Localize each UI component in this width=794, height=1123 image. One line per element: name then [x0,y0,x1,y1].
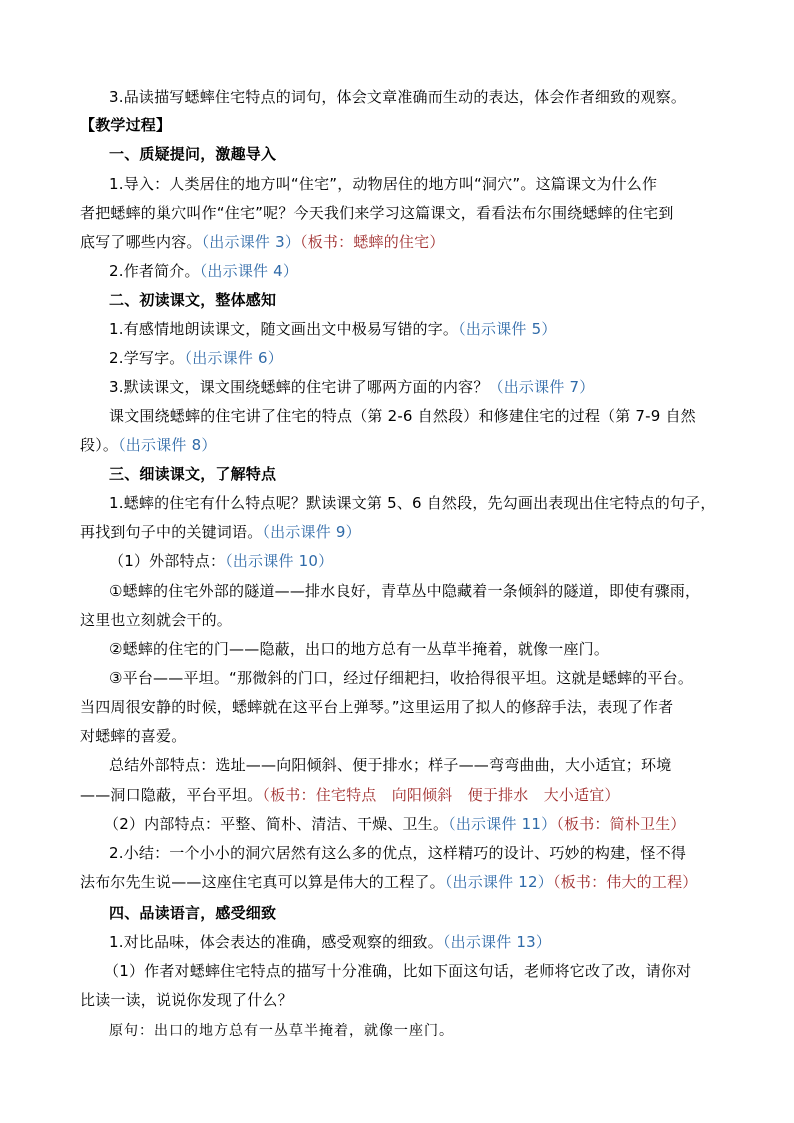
paragraph-line [80,231,445,253]
board-note: （板书：伟大的工程） [552,873,698,891]
paragraph-line: 这里也立刻就会干的。 [80,611,233,629]
paragraph-text: 2.学写字。 [109,349,185,367]
courseware-note: （出示课件 9） [262,523,361,541]
section-2-heading: 二、初读课文，整体感知 [109,291,277,309]
process-heading: 【教学过程】 [80,116,172,134]
paragraph-text: 底写了哪些内容。 [80,233,202,251]
courseware-note: （出示课件 4） [199,262,299,280]
paragraph-line: 者把蟋蟀的巢穴叫作“住宅”呢？今天我们来学习这篇课文，看看法布尔围绕蟋蟀的住宅到 [80,204,674,222]
paragraph-text: 2.作者简介。 [109,262,200,280]
paragraph-line [109,376,594,398]
paragraph-line [109,318,557,340]
paragraph-line: ②蟋蟀的住宅的门——隐蔽，出口的地方总有一丛草半掩着，就像一座门。 [109,640,610,658]
courseware-note: （出示课件 7） [488,378,595,396]
courseware-note: （出示课件 8） [118,436,217,454]
courseware-note: （出示课件 13） [442,933,552,951]
section-3-heading: 三、细读课文，了解特点 [109,465,277,483]
paragraph-text: ——洞口隐蔽，平台平坦。 [80,786,263,804]
paragraph-line: 1.导入：人类居住的地方叫“住宅”，动物居住的地方叫“洞穴”。这篇课文为什么作 [109,175,658,193]
paragraph-text: 法布尔先生说——这座住宅真可以算是伟大的工程了。 [80,873,445,891]
paragraph-line: （1）作者对蟋蟀住宅特点的描写十分准确，比如下面这句话，老师将它改了改，请你对 [104,962,692,980]
paragraph-line: ①蟋蟀的住宅外部的隧道——排水良好，青草丛中隐藏着一条倾斜的隧道，即使有骤雨， [109,582,701,600]
paragraph-line: 课文围绕蟋蟀的住宅讲了住宅的特点（第 2-6 自然段）和修建住宅的过程（第 7-9 自然 [109,407,696,425]
paragraph-text: （2）内部特点：平整、简朴、清洁、干燥、卫生。 [104,815,449,833]
paragraph-line: 2.小结：一个小小的洞穴居然有这么多的优点，这样精巧的设计、巧妙的构建，怪不得 [109,844,687,862]
paragraph-line: 对蟋蟀的喜爱。 [80,727,187,745]
paragraph-line [104,813,686,835]
courseware-note: （出示课件 10） [225,552,334,570]
goal-3: 3.品读描写蟋蟀住宅特点的词句，体会文章准确而生动的表达，体会作者细致的观察。 [109,88,687,106]
board-note: （板书：简朴卫生） [556,815,686,833]
paragraph-text: 3.默读课文，课文围绕蟋蟀的住宅讲了哪两方面的内容？ [109,378,489,396]
section-1-heading: 一、质疑提问，激趣导入 [109,145,277,163]
paragraph-line: ③平台——平坦。“那微斜的门口，经过仔细耙扫，收拾得很平坦。这就是蟋蟀的平台。 [109,669,694,687]
board-note: （板书：蟋蟀的住宅） [300,233,445,251]
paragraph-text: 再找到句子中的关键词语。 [80,523,263,541]
paragraph-line: 1.蟋蟀的住宅有什么特点呢？默读课文第 5、6 自然段，先勾画出表现出住宅特点的句子， [109,494,716,512]
paragraph-line: 当四周很安静的时候，蟋蟀就在这平台上弹琴。”这里运用了拟人的修辞手法，表现了作者 [80,698,674,716]
paragraph-line [80,434,217,456]
paragraph-line: 总结外部特点：选址——向阳倾斜、便于排水；样子——弯弯曲曲，大小适宜；环境 [109,756,672,774]
paragraph-line [109,260,298,282]
paragraph-line [80,871,697,893]
courseware-note: （出示课件 5） [458,320,557,338]
courseware-note: （出示课件 12） [444,873,553,891]
original-sentence: 原句：出口的地方总有一丛草半掩着，就像一座门。 [109,1023,454,1039]
paragraph-line [109,931,551,953]
paragraph-line [109,347,283,369]
courseware-note: （出示课件 3） [201,233,301,251]
paragraph-line [80,521,361,543]
board-note: （板书：住宅特点 向阳倾斜 便于排水 大小适宜） [262,786,620,804]
paragraph-text: （1）外部特点： [109,552,226,570]
paragraph-line: 比读一读，说说你发现了什么？ [80,991,293,1009]
paragraph-text: 段）。 [80,436,119,454]
paragraph-text: 1.对比品味，体会表达的准确，感受观察的细致。 [109,933,443,951]
courseware-note: （出示课件 11） [448,815,557,833]
courseware-note: （出示课件 6） [184,349,283,367]
paragraph-line [80,784,620,806]
paragraph-line [109,550,333,572]
paragraph-text: 1.有感情地朗读课文，随文画出文中极易写错的字。 [109,320,459,338]
section-4-heading: 四、品读语言，感受细致 [109,904,277,922]
